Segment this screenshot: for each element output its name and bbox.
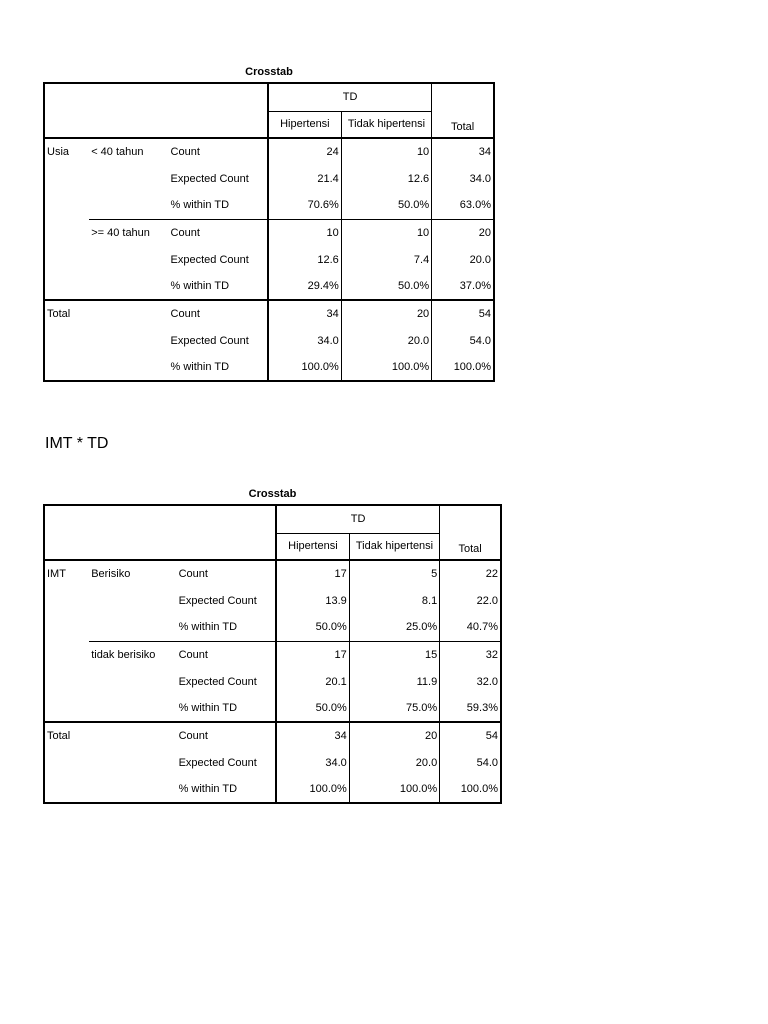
cell-value: 34.0: [276, 749, 349, 776]
corner-cell: [44, 83, 268, 138]
stat-label: % within TD: [177, 776, 276, 803]
cell-value: 17: [276, 560, 349, 587]
cell-value: 20: [478, 226, 491, 239]
cell-value: 15: [349, 641, 439, 668]
cell-value: 32.0: [476, 675, 498, 688]
stat-label: Expected Count: [169, 165, 268, 192]
group-label: >= 40 tahun: [91, 226, 150, 239]
column-header-tidak-hipertensi: Tidak hipertensi: [341, 111, 431, 138]
cell-value: 29.4%: [268, 273, 341, 300]
cell-value: 54.0: [469, 334, 491, 347]
cell-value: 12.6: [341, 165, 431, 192]
stat-label: % within TD: [177, 614, 276, 641]
cell-value: 10: [268, 219, 341, 246]
cell-value: 10: [341, 219, 431, 246]
cell-value: 54: [485, 730, 498, 742]
stat-label: Expected Count: [169, 246, 268, 273]
cell-value: 34: [478, 146, 491, 158]
cell-value: 20.1: [276, 668, 349, 695]
cell-value: 7.4: [341, 246, 431, 273]
stat-label: Count: [169, 219, 268, 246]
stat-label: Count: [177, 560, 276, 587]
cell-value: 50.0%: [341, 192, 431, 219]
cell-value: 8.1: [349, 587, 439, 614]
cell-value: 75.0%: [349, 695, 439, 722]
cell-value: 12.6: [268, 246, 341, 273]
column-header-hipertensi: Hipertensi: [268, 111, 341, 138]
cell-value: 100.0%: [349, 776, 439, 803]
cell-value: 22: [485, 568, 498, 580]
total-row-label: Total: [47, 730, 71, 742]
section-heading: IMT * TD: [45, 435, 109, 452]
group-label: Berisiko: [91, 568, 131, 580]
total-row-label: Total: [47, 308, 71, 320]
stat-label: % within TD: [169, 273, 268, 300]
cell-value: 13.9: [276, 587, 349, 614]
cell-value: 100.0%: [276, 776, 349, 803]
stat-label: Count: [177, 641, 276, 668]
cell-value: 100.0%: [453, 361, 491, 373]
cell-value: 20.0: [341, 327, 431, 354]
group-label: < 40 tahun: [91, 146, 144, 158]
cell-value: 11.9: [349, 668, 439, 695]
stat-label: % within TD: [169, 192, 268, 219]
cell-value: 63.0%: [432, 192, 494, 219]
cell-value: 21.4: [268, 165, 341, 192]
cell-value: 22.0: [476, 594, 498, 607]
cell-value: 5: [349, 560, 439, 587]
cell-value: 50.0%: [341, 273, 431, 300]
stat-label: % within TD: [177, 695, 276, 722]
stat-label: Expected Count: [169, 327, 268, 354]
cell-value: 20: [341, 300, 431, 327]
cell-value: 54: [478, 308, 491, 320]
cell-value: 50.0%: [276, 614, 349, 641]
crosstab-table: [43, 504, 502, 804]
cell-value: 100.0%: [268, 354, 341, 381]
cell-value: 20.0: [469, 253, 491, 266]
cell-value: 17: [276, 641, 349, 668]
cell-value: 34: [276, 722, 349, 749]
group-label: tidak berisiko: [91, 648, 156, 661]
cell-value: 37.0%: [432, 273, 494, 300]
cell-value: 10: [341, 138, 431, 165]
cell-value: 20: [349, 722, 439, 749]
cell-value: 70.6%: [268, 192, 341, 219]
stat-label: % within TD: [169, 354, 268, 381]
crosstab-table: [43, 82, 495, 382]
stat-label: Expected Count: [177, 668, 276, 695]
cell-value: 32: [485, 648, 498, 661]
stat-label: Expected Count: [177, 749, 276, 776]
stat-label: Expected Count: [177, 587, 276, 614]
column-header-total: Total: [440, 505, 501, 560]
cell-value: 100.0%: [460, 783, 498, 795]
row-variable-label: Usia: [47, 146, 70, 158]
column-group-label: TD: [276, 505, 440, 533]
cell-value: 34.0: [469, 172, 491, 185]
crosstab-title: Crosstab: [248, 488, 297, 500]
column-header-tidak-hipertensi: Tidak hipertensi: [349, 533, 439, 560]
corner-cell: [44, 505, 276, 560]
cell-value: 54.0: [476, 756, 498, 769]
stat-label: Count: [177, 722, 276, 749]
column-header-hipertensi: Hipertensi: [276, 533, 349, 560]
column-group-label: TD: [268, 83, 432, 111]
row-variable-label: IMT: [47, 568, 66, 580]
cell-value: 34: [268, 300, 341, 327]
cell-value: 59.3%: [440, 695, 501, 722]
stat-label: Count: [169, 300, 268, 327]
crosstab-title: Crosstab: [245, 66, 293, 78]
cell-value: 100.0%: [341, 354, 431, 381]
cell-value: 50.0%: [276, 695, 349, 722]
cell-value: 34.0: [268, 327, 341, 354]
crosstab-usia: [43, 66, 495, 382]
stat-label: Count: [169, 138, 268, 165]
cell-value: 25.0%: [349, 614, 439, 641]
column-header-total: Total: [432, 83, 494, 138]
cell-value: 40.7%: [440, 614, 501, 641]
crosstab-imt: [43, 488, 502, 804]
cell-value: 24: [268, 138, 341, 165]
cell-value: 20.0: [349, 749, 439, 776]
